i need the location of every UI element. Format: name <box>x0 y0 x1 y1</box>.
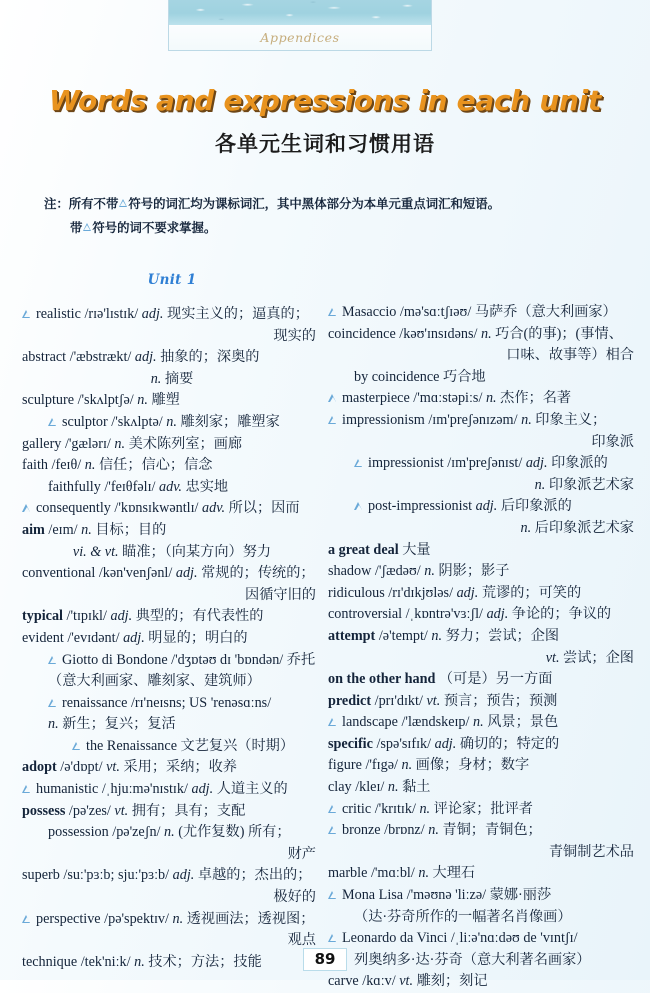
triangle-icon <box>328 308 337 316</box>
part-of-speech: n. <box>480 325 492 342</box>
vocabulary-entry: post-impressionist adj. 后印象派的 <box>328 496 640 518</box>
phonetic-transcription: /'krɪtɪk/ <box>374 800 416 817</box>
vocabulary-entry: humanistic /ˌhjuːmə'nɪstɪk/ adj. 人道主义的 <box>22 779 322 801</box>
vocabulary-entry: marble /'mɑːbl/ n. 大理石 <box>328 865 476 882</box>
phonetic-transcription: /'skʌlptə/ <box>111 413 163 430</box>
part-of-speech: adj. <box>175 565 198 582</box>
part-of-speech: n. <box>473 714 484 731</box>
part-of-speech: n. <box>431 627 443 644</box>
triangle-icon <box>22 504 31 512</box>
appendices-banner <box>168 0 432 51</box>
part-of-speech: adj. <box>134 349 157 366</box>
vocabulary-entry: faith /feɪθ/ n. 信任；信心；信念 <box>22 457 213 474</box>
triangle-icon <box>48 418 57 426</box>
note-line-2-before: 带 <box>70 220 83 235</box>
part-of-speech: adj. <box>172 867 195 884</box>
phonetic-transcription: /rɪə'lɪstɪk/ <box>84 306 139 322</box>
vocabulary-entry: Giotto di Bondone /'dʒɒtəʊ dɪ 'bɒndən/ 乔托 <box>22 650 322 672</box>
triangle-icon <box>22 785 31 793</box>
vocabulary-entry: n. 后印象派艺术家 <box>520 519 634 536</box>
vocabulary-entry: faithfully /'feɪθfəlɪ/ adv. 忠实地 <box>48 478 229 495</box>
phonetic-transcription: /suː'pɜːb; sjuː'pɜːb/ <box>63 867 170 884</box>
phonetic-transcription: /'gælərɪ/ <box>64 435 111 452</box>
part-of-speech: adj. <box>191 781 214 798</box>
vocabulary-entry: sculpture /'skʌlptʃə/ n. 雕塑 <box>22 392 180 409</box>
triangle-icon <box>22 310 31 318</box>
headword: specific <box>328 735 373 752</box>
vocabulary-entry: 印象派 <box>591 433 634 450</box>
right-entry-list <box>328 302 640 993</box>
headword: possess <box>22 802 66 819</box>
vocabulary-entry: specific /spə'sɪfɪk/ adj. 确切的；特定的 <box>328 735 560 752</box>
phonetic-transcription: /ɪm'preʃənɪzəm/ <box>428 411 518 428</box>
note-line-1 <box>44 192 616 216</box>
part-of-speech: n. <box>166 413 177 430</box>
vocabulary-entry: possession /pə'zeʃn/ n. (尤作复数) 所有； <box>48 824 291 841</box>
vocabulary-entry: predict /prɪ'dɪkt/ vt. 预言；预告；预测 <box>328 692 558 709</box>
phonetic-transcription: /'evɪdənt/ <box>67 629 120 646</box>
vocabulary-entry: vi. & vt. 瞄准；（向某方向）努力 <box>72 543 272 560</box>
headword: a great deal <box>328 541 399 558</box>
part-of-speech: n. <box>150 370 162 387</box>
part-of-speech: adj. <box>141 306 164 322</box>
note-line-2 <box>44 216 616 240</box>
part-of-speech: n. <box>387 779 399 796</box>
part-of-speech: n. <box>84 457 96 474</box>
vocabulary-entry: 青铜制艺术品 <box>548 843 634 860</box>
vocabulary-entry: perspective /pə'spektɪv/ n. 透视画法；透视图； <box>22 909 322 931</box>
part-of-speech: adv. <box>202 500 226 517</box>
triangle-icon <box>354 502 363 510</box>
vocabulary-entry: 现实的 <box>273 327 316 344</box>
vocabulary-entry: landscape /'lændskeɪp/ n. 风景；景色 <box>328 712 640 734</box>
phonetic-transcription: /rɪ'neɪsns; US 'renəsɑːns/ <box>130 694 272 711</box>
triangle-icon <box>328 718 337 726</box>
vocabulary-entry: coincidence /kəʊ'ɪnsɪdəns/ n. 巧合(的事)；(事情、 <box>328 325 623 342</box>
headword: aim <box>22 521 45 538</box>
part-of-speech: n. <box>521 411 532 428</box>
left-entry-list <box>22 304 322 973</box>
vocabulary-entry: critic /'krɪtɪk/ n. 评论家；批评者 <box>328 799 640 821</box>
water-texture-image <box>169 0 431 25</box>
part-of-speech: n. <box>164 824 175 841</box>
phonetic-transcription: /tek'niːk/ <box>80 953 131 970</box>
triangle-icon <box>328 416 337 424</box>
vocabulary-entry: 列奥纳多·达·芬奇（意大利著名画家） <box>354 951 591 968</box>
vocabulary-entry: figure /'fɪgə/ n. 画像；身材；数字 <box>328 757 530 774</box>
part-of-speech: n. <box>137 392 148 409</box>
phonetic-transcription: /ˌhjuːmə'nɪstɪk/ <box>101 781 188 798</box>
triangle-icon <box>328 891 337 899</box>
vocabulary-entry: attempt /ə'tempt/ n. 努力；尝试；企图 <box>328 627 560 644</box>
vocabulary-entry: realistic /rɪə'lɪstɪk/ adj. 现实主义的；逼真的； <box>22 304 322 326</box>
phonetic-transcription: /kleɪ/ <box>355 779 385 796</box>
vocabulary-entry: carve /kɑːv/ vt. 雕刻；刻记 <box>328 973 488 990</box>
triangle-icon <box>72 742 81 750</box>
phonetic-transcription: /ə'tempt/ <box>378 627 428 644</box>
vocabulary-entry: n. 新生；复兴；复活 <box>48 716 176 733</box>
page-number: 89 <box>303 948 347 971</box>
vocabulary-entry: technique /tek'niːk/ n. 技术；方法；技能 <box>22 953 262 970</box>
triangle-icon <box>48 699 57 707</box>
vocabulary-entry: vt. 尝试；企图 <box>545 649 634 666</box>
vocabulary-entry: aim /eɪm/ n. 目标；目的 <box>22 521 167 538</box>
vocabulary-entry: consequently /'kɒnsɪkwəntlɪ/ adv. 所以；因而 <box>22 498 322 520</box>
banner-frame <box>168 0 432 51</box>
vocabulary-entry: 观点 <box>287 932 316 949</box>
vocabulary-entry: the Renaissance 文艺复兴（时期） <box>22 736 322 758</box>
phonetic-transcription: /'dʒɒtəʊ dɪ 'bɒndən/ <box>171 651 284 668</box>
triangle-icon <box>328 826 337 834</box>
triangle-icon <box>328 934 337 942</box>
phonetic-transcription: /kɑːv/ <box>362 973 396 990</box>
vocabulary-entry: sculptor /'skʌlptə/ n. 雕刻家；雕塑家 <box>22 412 322 434</box>
headword: predict <box>328 692 372 709</box>
vocabulary-entry: 财产 <box>287 845 316 862</box>
vocabulary-entry: n. 印象派艺术家 <box>534 476 634 493</box>
headword: attempt <box>328 627 376 644</box>
part-of-speech: n. <box>172 910 184 927</box>
part-of-speech: n. <box>520 519 532 536</box>
vocabulary-entry: ridiculous /rɪ'dɪkjʊləs/ adj. 荒谬的；可笑的 <box>328 584 582 601</box>
phonetic-transcription: /ə'dɒpt/ <box>60 759 103 776</box>
part-of-speech: n. <box>418 865 429 882</box>
vocabulary-entry: Leonardo da Vinci /ˌliːə'nɑːdəʊ de 'vɪntʃɪ/ <box>328 928 640 950</box>
phonetic-transcription: /'məʊnə 'liːzə/ <box>406 887 487 904</box>
triangle-icon <box>354 459 363 467</box>
triangle-icon <box>83 223 91 231</box>
phonetic-transcription: /ˌliːə'nɑːdəʊ de 'vɪntʃɪ/ <box>450 930 578 947</box>
vocabulary-entry: gallery /'gælərɪ/ n. 美术陈列室；画廊 <box>22 435 243 452</box>
part-of-speech: n. <box>534 476 546 493</box>
phonetic-transcription: /pə'zes/ <box>68 802 111 819</box>
part-of-speech: n. <box>485 390 497 407</box>
part-of-speech: n. <box>114 435 126 452</box>
vocabulary-entry: by coincidence 巧合地 <box>354 368 486 385</box>
phonetic-transcription: /'fɪgə/ <box>365 757 398 774</box>
phonetic-transcription: /spə'sɪfɪk/ <box>376 735 432 752</box>
part-of-speech: vt. <box>426 692 441 709</box>
part-of-speech: n. <box>424 563 435 580</box>
vocabulary-entry: Masaccio /mə'sɑːtʃɪəʊ/ 马萨乔（意大利画家） <box>328 302 640 324</box>
part-of-speech: n. <box>81 521 92 538</box>
banner-label: Appendices <box>169 26 431 50</box>
phonetic-transcription: /'tɪpɪkl/ <box>66 608 107 625</box>
vocabulary-entry: shadow /'ʃædəʊ/ n. 阴影；影子 <box>328 563 510 580</box>
phonetic-transcription: /ɪm'preʃənɪst/ <box>447 455 523 472</box>
triangle-icon <box>22 915 31 923</box>
phonetic-transcription: /eɪm/ <box>48 521 78 538</box>
usage-note <box>44 192 616 240</box>
phonetic-transcription: /brɒnz/ <box>384 822 425 839</box>
part-of-speech: adj. <box>486 606 509 623</box>
headword: typical <box>22 608 63 625</box>
note-line-1-before: 注：所有不带 <box>44 196 119 211</box>
triangle-icon <box>119 199 127 207</box>
vocabulary-entry: （达·芬奇所作的一幅著名肖像画） <box>354 908 572 925</box>
vocabulary-entry: 极好的 <box>273 889 316 906</box>
phonetic-transcription: /'skʌlptʃə/ <box>77 392 134 409</box>
part-of-speech: adv. <box>159 478 182 495</box>
phonetic-transcription: /kəʊ'ɪnsɪdəns/ <box>399 325 478 342</box>
phonetic-transcription: /ˌkɒntrə'vɜːʃl/ <box>405 606 484 623</box>
vocabulary-column-left <box>22 272 322 973</box>
phonetic-transcription: /pə'spektɪv/ <box>104 910 169 927</box>
vocabulary-entry: adopt /ə'dɒpt/ vt. 采用；采纳；收养 <box>22 759 237 776</box>
part-of-speech: n. <box>401 757 413 774</box>
vocabulary-entry: controversial /ˌkɒntrə'vɜːʃl/ adj. 争论的；争议的 <box>328 606 612 623</box>
vocabulary-entry: on the other hand （可是）另一方面 <box>328 671 553 688</box>
phonetic-transcription: /'feɪθfəlɪ/ <box>104 478 156 495</box>
vocabulary-entry: impressionist /ɪm'preʃənɪst/ adj. 印象派的 <box>328 453 640 475</box>
phonetic-transcription: /pə'zeʃn/ <box>112 824 161 841</box>
phonetic-transcription: /'kɒnsɪkwəntlɪ/ <box>114 500 199 517</box>
part-of-speech: n. <box>134 953 145 970</box>
phonetic-transcription: /prɪ'dɪkt/ <box>374 692 423 709</box>
phonetic-transcription: /'æbstrækt/ <box>69 349 132 366</box>
part-of-speech: vt. <box>399 973 414 990</box>
part-of-speech: vt. <box>545 649 560 666</box>
vocabulary-entry: renaissance /rɪ'neɪsns; US 'renəsɑːns/ <box>22 693 322 715</box>
vocabulary-entry: conventional /kən'venʃənl/ adj. 常规的；传统的； <box>22 565 315 582</box>
vocabulary-entry: abstract /'æbstrækt/ adj. 抽象的；深奥的 <box>22 349 260 366</box>
triangle-icon <box>328 394 337 402</box>
headword: on the other hand <box>328 671 436 688</box>
phonetic-transcription: /rɪ'dɪkjʊləs/ <box>388 584 454 601</box>
vocabulary-entry: possess /pə'zes/ vt. 拥有；具有；支配 <box>22 802 246 819</box>
vocabulary-entry: typical /'tɪpɪkl/ adj. 典型的；有代表性的 <box>22 608 264 625</box>
vocabulary-entry: 因循守旧的 <box>245 586 316 603</box>
part-of-speech: adj. <box>475 498 498 515</box>
part-of-speech: vt. <box>106 759 120 776</box>
vocabulary-entry: Mona Lisa /'məʊnə 'liːzə/ 蒙娜·丽莎 <box>328 885 640 907</box>
vocabulary-entry: impressionism /ɪm'preʃənɪzəm/ n. 印象主义； <box>328 410 640 432</box>
vocabulary-entry: masterpiece /'mɑːstəpiːs/ n. 杰作；名著 <box>328 388 640 410</box>
vocabulary-entry: （意大利画家、雕刻家、建筑师） <box>48 673 261 690</box>
phonetic-transcription: /kən'venʃənl/ <box>98 565 173 582</box>
phonetic-transcription: /'mɑːbl/ <box>370 865 415 882</box>
triangle-icon <box>48 656 57 664</box>
part-of-speech: adj. <box>434 735 457 752</box>
page-title-english: Words and expressions in each unit <box>49 84 601 117</box>
part-of-speech: n. <box>428 822 439 839</box>
vocabulary-entry: superb /suː'pɜːb; sjuː'pɜːb/ adj. 卓越的；杰出的； <box>22 867 312 884</box>
phonetic-transcription: /'lændskeɪp/ <box>401 714 470 731</box>
part-of-speech: adj. <box>456 584 479 601</box>
part-of-speech: adj. <box>110 608 133 625</box>
phonetic-transcription: /mə'sɑːtʃɪəʊ/ <box>399 304 472 320</box>
vocabulary-entry: n. 摘要 <box>150 370 194 387</box>
part-of-speech: n. <box>48 716 59 733</box>
note-line-2-after: 符号的词不要求掌握。 <box>92 220 217 235</box>
phonetic-transcription: /feɪθ/ <box>51 457 82 474</box>
note-line-1-after: 符号的词汇均为课标词汇，其中黑体部分为本单元重点词汇和短语。 <box>128 196 501 211</box>
part-of-speech: vt. <box>114 802 129 819</box>
part-of-speech: vi. & vt. <box>72 543 119 560</box>
column-top-spacer <box>328 272 640 302</box>
unit-heading: Unit 1 <box>147 272 197 288</box>
vocabulary-entry: evident /'evɪdənt/ adj. 明显的；明白的 <box>22 629 248 646</box>
part-of-speech: adj. <box>123 629 145 646</box>
vocabulary-entry: a great deal 大量 <box>328 541 431 558</box>
part-of-speech: n. <box>419 800 431 817</box>
phonetic-transcription: /'mɑːstəpiːs/ <box>413 390 483 407</box>
vocabulary-entry: bronze /brɒnz/ n. 青铜；青铜色； <box>328 820 640 842</box>
vocabulary-column-right <box>328 272 640 993</box>
phonetic-transcription: /'ʃædəʊ/ <box>374 563 421 580</box>
page-title-chinese: 各单元生词和习惯用语 <box>215 132 435 156</box>
vocabulary-entry: clay /kleɪ/ n. 黏土 <box>328 779 431 796</box>
part-of-speech: adj. <box>525 455 548 472</box>
headword: adopt <box>22 759 57 776</box>
triangle-icon <box>328 805 337 813</box>
vocabulary-entry: 口味、故事等）相合 <box>506 347 634 364</box>
